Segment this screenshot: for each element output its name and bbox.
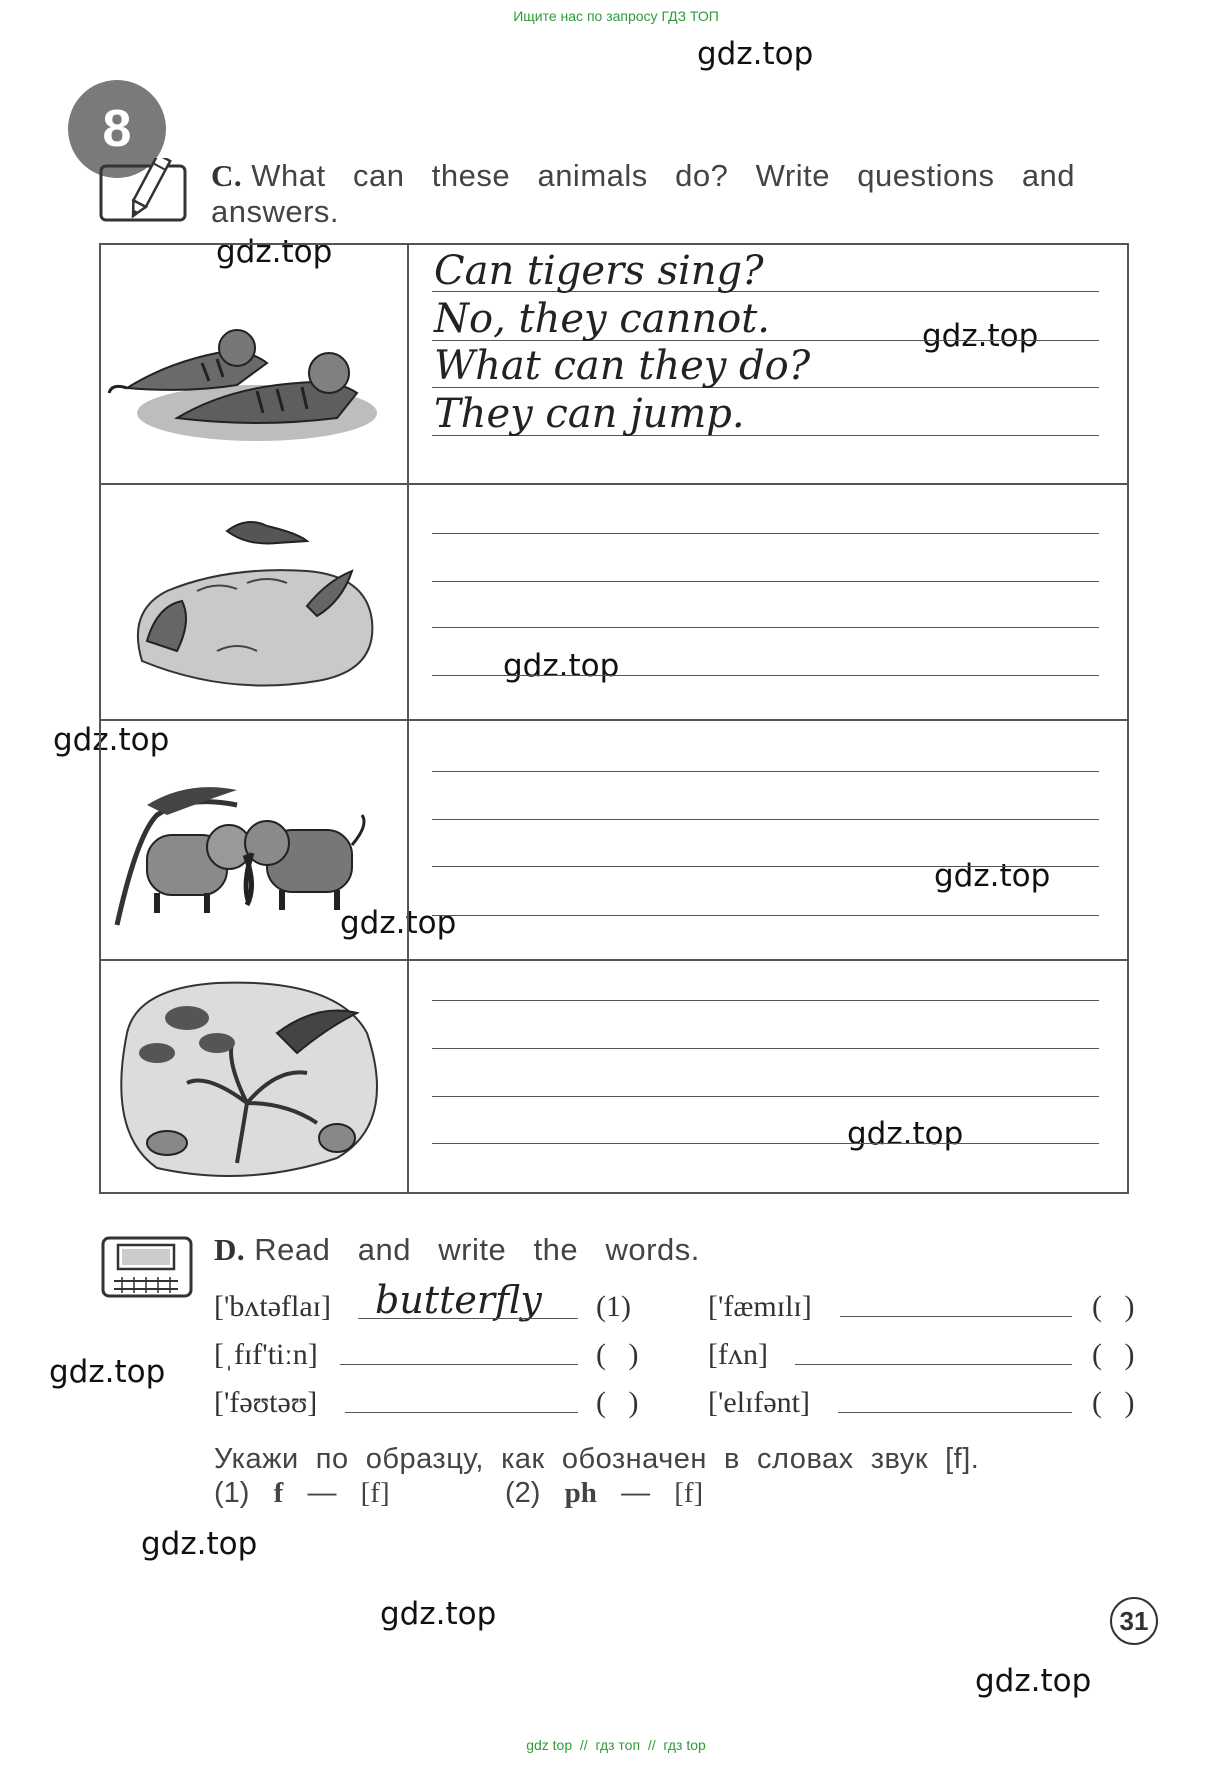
- spelling-mark: ( ): [1092, 1386, 1135, 1419]
- ipa-word: ['elɪfənt]: [708, 1386, 811, 1419]
- key-sound: [f]: [674, 1477, 704, 1509]
- elephants-illustration: [107, 775, 397, 935]
- answer-line: What can they do?: [434, 343, 811, 389]
- tigers-illustration: [107, 293, 397, 463]
- pencil-notebook-icon: [98, 158, 190, 229]
- ipa-word: [fʌn]: [708, 1338, 768, 1371]
- birds-illustration: [107, 973, 397, 1183]
- watermark: gdz.top: [141, 1526, 258, 1562]
- key-example-1: [214, 1477, 390, 1510]
- watermark: gdz.top: [847, 1116, 964, 1152]
- laptop-icon: [100, 1235, 196, 1306]
- spelling-mark: ( ): [596, 1386, 639, 1419]
- search-hint-link[interactable]: Ищите нас по запросу ГДЗ ТОП: [513, 8, 719, 24]
- task-d-letter: D.: [214, 1232, 246, 1267]
- answer-blank[interactable]: [838, 1412, 1072, 1413]
- watermark: gdz.top: [934, 858, 1051, 894]
- task-d-instruction: [214, 1232, 700, 1268]
- seals-illustration: [107, 511, 397, 701]
- key-example-2: [505, 1477, 703, 1510]
- sound-note: Укажи по образцу, как обозначен в словах звук [f].: [214, 1443, 980, 1475]
- answer-line: No, they cannot.: [434, 296, 770, 342]
- spelling-mark: (1): [596, 1290, 631, 1323]
- answer-blank[interactable]: [345, 1412, 578, 1413]
- watermark: gdz.top: [975, 1663, 1092, 1699]
- answer-blank[interactable]: [840, 1316, 1072, 1317]
- answer-blank[interactable]: [340, 1364, 578, 1365]
- unit-number-badge: 8: [68, 80, 166, 178]
- watermark: gdz.top: [697, 36, 814, 72]
- watermark: gdz.top: [503, 648, 620, 684]
- exercise-c-table: [99, 243, 1129, 1193]
- task-d-instruction-text: Read and write the words.: [254, 1232, 700, 1267]
- key-letters: ph: [564, 1477, 597, 1509]
- spelling-mark: ( ): [1092, 1338, 1135, 1371]
- page-number: 31: [1110, 1597, 1158, 1645]
- spelling-mark: ( ): [596, 1338, 639, 1371]
- answer-blank[interactable]: [795, 1364, 1072, 1365]
- answer-line: Can tigers sing?: [434, 248, 764, 294]
- watermark: gdz.top: [380, 1596, 497, 1632]
- answer-line: They can jump.: [434, 391, 745, 437]
- ipa-word: [ˌfɪf'tiːn]: [214, 1338, 318, 1371]
- key-number: (2): [505, 1477, 541, 1509]
- answer-blank: [358, 1318, 578, 1319]
- watermark: gdz.top: [922, 318, 1039, 354]
- spelling-mark: ( ): [1092, 1290, 1135, 1323]
- ipa-word: ['fæmɪlɪ]: [708, 1290, 812, 1323]
- key-sound: [f]: [360, 1477, 390, 1509]
- watermark: gdz.top: [53, 722, 170, 758]
- ipa-word: ['bʌtəflaɪ]: [214, 1290, 332, 1323]
- key-number: (1): [214, 1477, 250, 1509]
- key-dash: —: [307, 1477, 337, 1509]
- key-letters: f: [273, 1477, 284, 1509]
- key-dash: —: [621, 1477, 651, 1509]
- ipa-word: ['fəʊtəʊ]: [214, 1386, 318, 1419]
- task-c-instruction: [211, 158, 1131, 194]
- task-c-letter: C.: [211, 158, 243, 193]
- watermark: gdz.top: [216, 234, 333, 270]
- watermark: gdz.top: [49, 1354, 166, 1390]
- footer-links[interactable]: gdz top // гдз топ // гдз top: [526, 1737, 706, 1753]
- watermark: gdz.top: [340, 905, 457, 941]
- written-answer: butterfly: [375, 1278, 542, 1322]
- task-c-instruction-line2: answers.: [211, 194, 340, 229]
- task-c-instruction-line1: What can these animals do? Write questions and: [251, 158, 1076, 193]
